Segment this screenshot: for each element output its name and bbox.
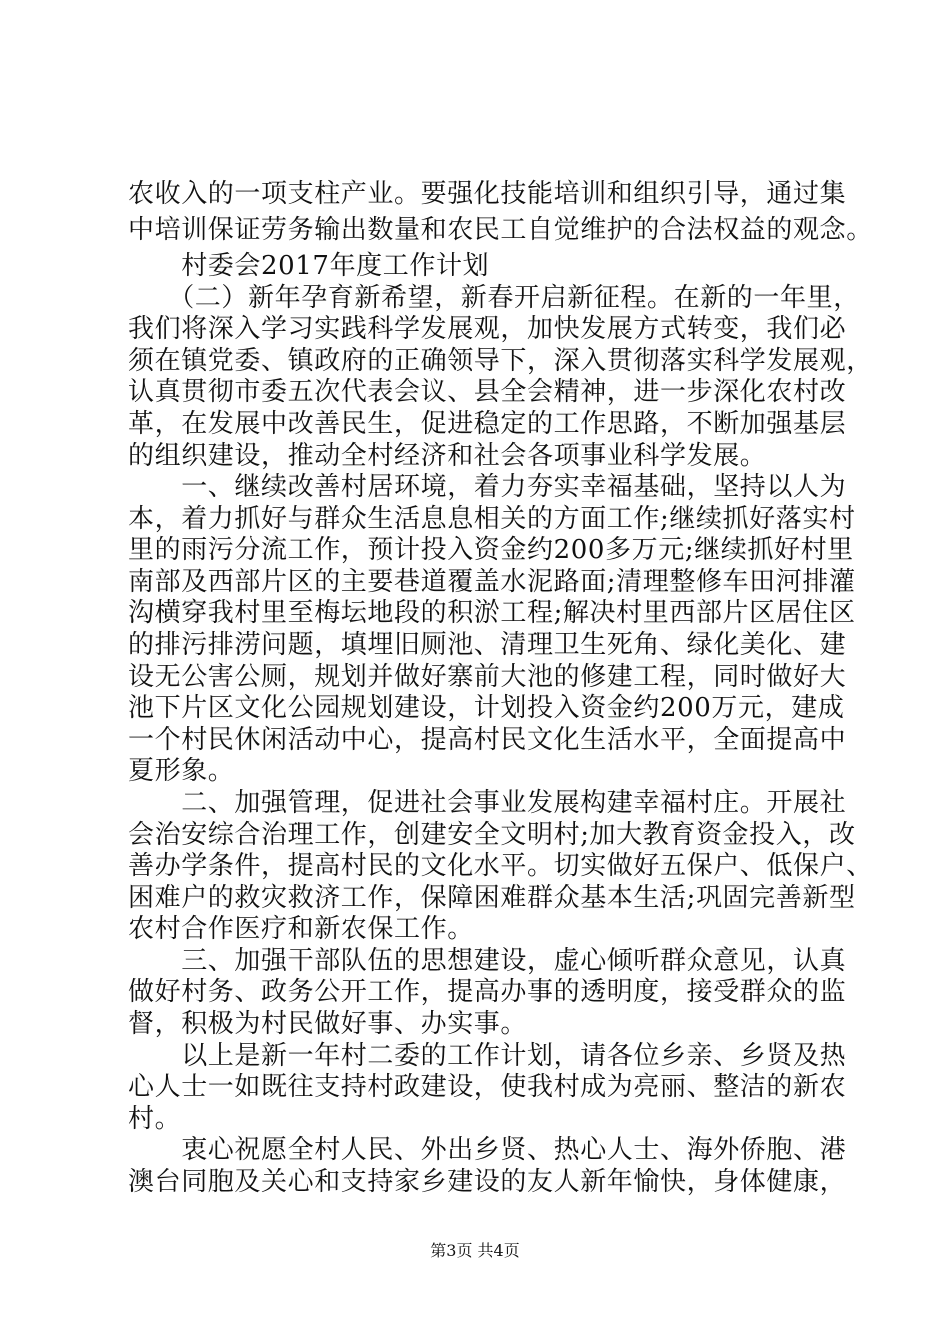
text-line: 做好村务、政务公开工作，提高办事的透明度，接受群众的监 (128, 977, 847, 1007)
text-line: （二）新年孕育新希望，新春开启新征程。在新的一年里， (128, 283, 860, 313)
text-line: 衷心祝愿全村人民、外出乡贤、热心人士、海外侨胞、港 (128, 1135, 847, 1165)
text-line: 认真贯彻市委五次代表会议、县全会精神，进一步深化农村改 (128, 377, 847, 407)
text-line: 的排污排涝问题，填埋旧厕池、清理卫生死角、绿化美化、建 (128, 630, 847, 660)
text-line: 会治安综合治理工作，创建安全文明村;加大教育资金投入，改 (128, 820, 856, 850)
text-line: 一、继续改善村居环境，着力夯实幸福基础，坚持以人为 (128, 472, 847, 502)
text-line: 二、加强管理，促进社会事业发展构建幸福村庄。开展社 (128, 788, 847, 818)
text-line: 心人士一如既往支持村政建设，使我村成为亮丽、整洁的新农 (128, 1072, 847, 1102)
text-line: 沟横穿我村里至梅坛地段的积淤工程;解决村里西部片区居住区 (128, 598, 856, 628)
text-line: 困难户的救灾救济工作，保障困难群众基本生活;巩固完善新型 (128, 883, 856, 913)
text-line: 以上是新一年村二委的工作计划，请各位乡亲、乡贤及热 (128, 1041, 847, 1071)
text-line: 农村合作医疗和新农保工作。 (128, 914, 474, 944)
text-line: 的组织建设，推动全村经济和社会各项事业科学发展。 (128, 441, 767, 471)
text-line: 善办学条件，提高村民的文化水平。切实做好五保户、低保户、 (128, 851, 873, 881)
page-footer: 第3页 共4页 (430, 1241, 520, 1260)
text-line: 我们将深入学习实践科学发展观，加快发展方式转变，我们必 (128, 314, 847, 344)
document-title: 村委会2017年度工作计划 (128, 251, 490, 281)
text-line: 农收入的一项支柱产业。要强化技能培训和组织引导，通过集 (128, 179, 847, 209)
text-line: 本，着力抓好与群众生活息息相关的方面工作;继续抓好落实村 (128, 504, 856, 534)
text-line: 里的雨污分流工作，预计投入资金约200多万元;继续抓好村里 (128, 535, 854, 565)
text-line: 设无公害公厕，规划并做好寨前大池的修建工程，同时做好大 (128, 662, 847, 692)
text-line: 夏形象。 (128, 756, 235, 786)
text-line: 中培训保证劳务输出数量和农民工自觉维护的合法权益的观念。 (128, 215, 873, 245)
text-line: 须在镇党委、镇政府的正确领导下，深入贯彻落实科学发展观， (128, 346, 873, 376)
text-line: 三、加强干部队伍的思想建设，虚心倾听群众意见，认真 (128, 946, 847, 976)
text-line: 南部及西部片区的主要巷道覆盖水泥路面;清理整修车田河排灌 (128, 567, 856, 597)
text-line: 督，积极为村民做好事、办实事。 (128, 1009, 528, 1039)
text-line: 村。 (128, 1104, 182, 1134)
text-line: 一个村民休闲活动中心，提高村民文化生活水平，全面提高中 (128, 725, 847, 755)
text-line: 革，在发展中改善民生，促进稳定的工作思路，不断加强基层 (128, 409, 847, 439)
text-line: 澳台同胞及关心和支持家乡建设的友人新年愉快，身体健康， (128, 1167, 847, 1197)
text-line: 池下片区文化公园规划建设，计划投入资金约200万元，建成 (128, 693, 845, 723)
